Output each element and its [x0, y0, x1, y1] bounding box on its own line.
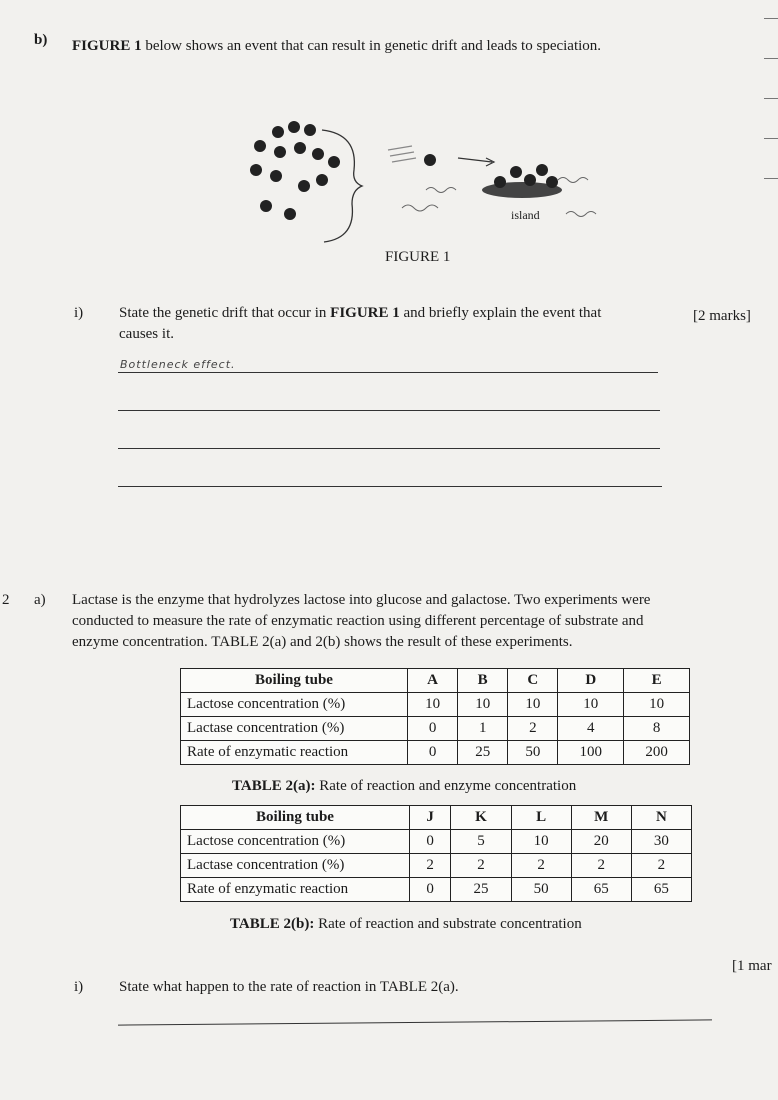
population-dot [316, 174, 328, 186]
island-dot [494, 176, 506, 188]
population-dot [298, 180, 310, 192]
table-cell: 10 [511, 830, 571, 854]
table-row [181, 693, 690, 717]
table-cell: 200 [624, 741, 690, 765]
answer-line[interactable] [118, 410, 660, 411]
table-cell: 8 [624, 717, 690, 741]
population-dot [312, 148, 324, 160]
table-header-row [181, 806, 692, 830]
table-row [181, 854, 692, 878]
table-cell: 10 [408, 693, 458, 717]
table-cell: 2 [631, 854, 691, 878]
island-dots [494, 164, 558, 188]
q-text-part: State the genetic drift that occur in [119, 305, 331, 321]
table-cell: 0 [410, 830, 451, 854]
table-cell: 2 [571, 854, 631, 878]
figure-caption: FIGURE 1 [385, 249, 451, 265]
table-header-cell: L [511, 806, 571, 830]
population-dot [254, 140, 266, 152]
answer-line[interactable] [118, 486, 662, 487]
table-header-cell: B [458, 669, 508, 693]
table-row [181, 717, 690, 741]
table-2a-caption [232, 778, 576, 795]
edge-mark [764, 178, 778, 179]
table-cell: 50 [508, 741, 558, 765]
q-text-bold: FIGURE 1 [330, 305, 400, 321]
island-dot [546, 176, 558, 188]
population-dot [250, 164, 262, 176]
migrant-dot [424, 154, 436, 166]
population-dot [288, 121, 300, 133]
table-cell: 0 [408, 741, 458, 765]
table-cell: 5 [451, 830, 511, 854]
island-label: island [511, 208, 540, 222]
part-b-q-i-text [119, 303, 679, 345]
island-dot [510, 166, 522, 178]
table-2b-caption [230, 916, 582, 933]
question-2a-i-marks: [1 mar [732, 958, 772, 974]
question-2a-label: a) [34, 592, 46, 608]
table-header-cell: M [571, 806, 631, 830]
q-text-part: and briefly explain the event that [399, 305, 602, 321]
table-header-cell: N [631, 806, 691, 830]
table-cell: 25 [458, 741, 508, 765]
table-cell: 2 [508, 717, 558, 741]
table-cell: Lactose concentration (%) [181, 830, 410, 854]
population-dot [270, 170, 282, 182]
answer-line[interactable] [118, 1019, 712, 1025]
table-row [181, 830, 692, 854]
population-dot [328, 156, 340, 168]
part-b-intro [72, 36, 712, 57]
question-2a-intro [72, 590, 772, 653]
table-cell: 30 [631, 830, 691, 854]
table-cell: Rate of enzymatic reaction [181, 878, 410, 902]
population-dot [284, 208, 296, 220]
island-dot [536, 164, 548, 176]
population-dot [272, 126, 284, 138]
population-dot [274, 146, 286, 158]
part-b-q-i-marks: [2 marks] [693, 308, 751, 324]
table-header-cell: A [408, 669, 458, 693]
population-dot [260, 200, 272, 212]
table-cell: 4 [558, 717, 624, 741]
table-cell: Lactase concentration (%) [181, 717, 408, 741]
part-b-label: b) [34, 32, 48, 48]
table-row [181, 741, 690, 765]
table-cell: Lactose concentration (%) [181, 693, 408, 717]
answer-line[interactable] [118, 448, 660, 449]
question-2a-i-label: i) [74, 979, 84, 995]
question-2-number: 2 [2, 592, 10, 608]
table-cell: 0 [408, 717, 458, 741]
table-2b [180, 805, 692, 902]
caption-label: TABLE 2(a): [232, 778, 316, 794]
table-header-cell: K [451, 806, 511, 830]
figure-ref: FIGURE 1 [72, 38, 142, 54]
population-brace [322, 130, 362, 242]
table-cell: 2 [410, 854, 451, 878]
population-dots [250, 121, 340, 220]
motion-lines [388, 146, 416, 162]
population-dot [294, 142, 306, 154]
population-dot [304, 124, 316, 136]
table-cell: 25 [451, 878, 511, 902]
table-header-cell: D [558, 669, 624, 693]
table-header-cell: C [508, 669, 558, 693]
caption-text: Rate of reaction and enzyme concentration [315, 778, 577, 794]
table-cell: 100 [558, 741, 624, 765]
table-header-cell: Boiling tube [181, 806, 410, 830]
island-dot [524, 174, 536, 186]
table-cell: Lactase concentration (%) [181, 854, 410, 878]
intro-line: Lactase is the enzyme that hydrolyzes lactose into glucose and galactose. Two experiments were [72, 592, 651, 608]
table-header-cell: E [624, 669, 690, 693]
q-text-part: causes it. [119, 326, 174, 342]
caption-text: Rate of reaction and substrate concentration [314, 916, 582, 932]
table-cell: 65 [631, 878, 691, 902]
table-cell: 20 [571, 830, 631, 854]
table-cell: 10 [558, 693, 624, 717]
part-b-q-i-label: i) [74, 305, 84, 321]
edge-mark [764, 58, 778, 59]
table-cell: 10 [624, 693, 690, 717]
handwritten-answer: Bottleneck effect. [120, 358, 236, 371]
table-row [181, 878, 692, 902]
table-cell: 10 [508, 693, 558, 717]
table-header-cell: Boiling tube [181, 669, 408, 693]
table-cell: Rate of enzymatic reaction [181, 741, 408, 765]
table-cell: 2 [511, 854, 571, 878]
table-cell: 0 [410, 878, 451, 902]
table-cell: 1 [458, 717, 508, 741]
answer-line[interactable] [118, 372, 658, 373]
edge-mark [764, 18, 778, 19]
table-header-cell: J [410, 806, 451, 830]
intro-text: below shows an event that can result in genetic drift and leads to speciation. [141, 38, 602, 54]
table-header-row [181, 669, 690, 693]
table-cell: 10 [458, 693, 508, 717]
intro-line: conducted to measure the rate of enzymatic reaction using different percentage of substrate and [72, 613, 644, 629]
edge-mark [764, 138, 778, 139]
table-2a [180, 668, 690, 765]
table-cell: 50 [511, 878, 571, 902]
edge-mark [764, 98, 778, 99]
intro-line: enzyme concentration. TABLE 2(a) and 2(b) shows the result of these experiments. [72, 634, 573, 650]
table-cell: 2 [451, 854, 511, 878]
question-2a-i-text: State what happen to the rate of reaction in TABLE 2(a). [119, 979, 459, 995]
figure-1-drawing [230, 110, 610, 250]
table-cell: 65 [571, 878, 631, 902]
caption-label: TABLE 2(b): [230, 916, 315, 932]
